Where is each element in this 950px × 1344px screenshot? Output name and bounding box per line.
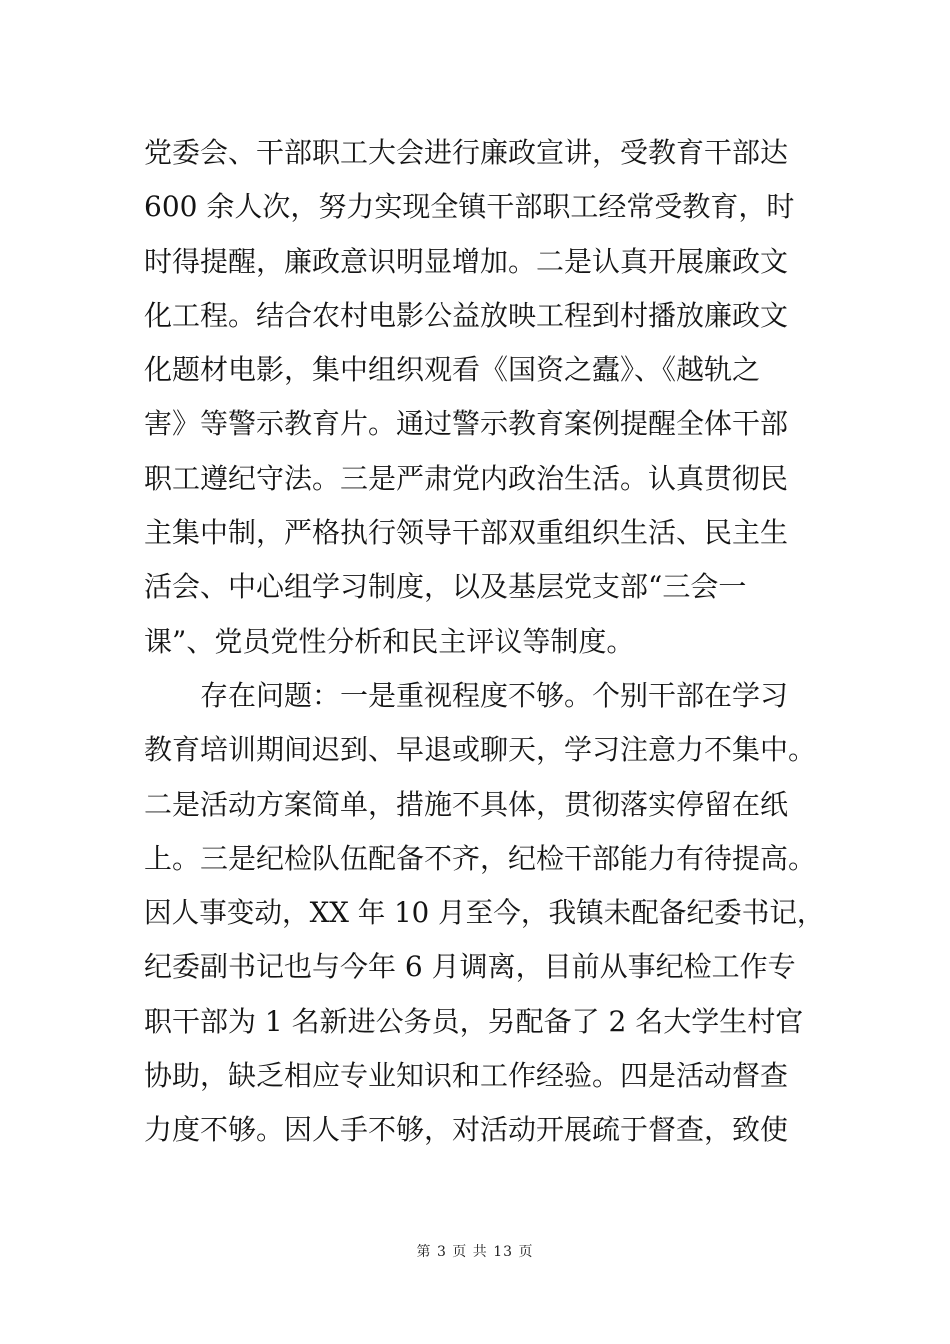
text-line: 纪委副书记也与今年 6 月调离，目前从事纪检工作专	[144, 950, 796, 984]
text-line: 化题材电影，集中组织观看《国资之蠹》、《越轨之	[144, 353, 761, 387]
text-line: 化工程。结合农村电影公益放映工程到村播放廉政文	[144, 298, 789, 332]
text-line: 职干部为 1 名新进公务员，另配备了 2 名大学生村官	[144, 1004, 804, 1038]
text-line: 600 余人次，努力实现全镇干部职工经常受教育，时	[144, 190, 795, 224]
text-line: 主集中制，严格执行领导干部双重组织生活、民主生	[144, 516, 789, 550]
body-text	[144, 126, 824, 1158]
text-line: 力度不够。因人手不够，对活动开展疏于督查，致使	[144, 1113, 789, 1147]
text-line: 存在问题：一是重视程度不够。个别干部在学习	[200, 678, 789, 712]
text-line: 害》等警示教育片。通过警示教育案例提醒全体干部	[144, 407, 789, 441]
text-line: 职工遵纪守法。三是严肃党内政治生活。认真贯彻民	[144, 461, 789, 495]
text-line: 因人事变动，XX 年 10 月至今，我镇未配备纪委书记，	[144, 896, 825, 930]
text-line: 时得提醒，廉政意识明显增加。二是认真开展廉政文	[144, 244, 789, 278]
text-line: 教育培训期间迟到、早退或聊天，学习注意力不集中。	[144, 733, 817, 767]
text-line: 活会、中心组学习制度，以及基层党支部“三会一	[144, 570, 747, 604]
text-line: 二是活动方案简单，措施不具体，贯彻落实停留在纸	[144, 787, 789, 821]
page-number-footer: 第 3 页 共 13 页	[416, 1244, 534, 1260]
text-line: 党委会、干部职工大会进行廉政宣讲，受教育干部达	[144, 136, 789, 169]
text-line: 协助，缺乏相应专业知识和工作经验。四是活动督查	[144, 1059, 789, 1093]
text-line: 课”、党员党性分析和民主评议等制度。	[144, 624, 635, 658]
text-line: 上。三是纪检队伍配备不齐，纪检干部能力有待提高。	[144, 841, 817, 875]
